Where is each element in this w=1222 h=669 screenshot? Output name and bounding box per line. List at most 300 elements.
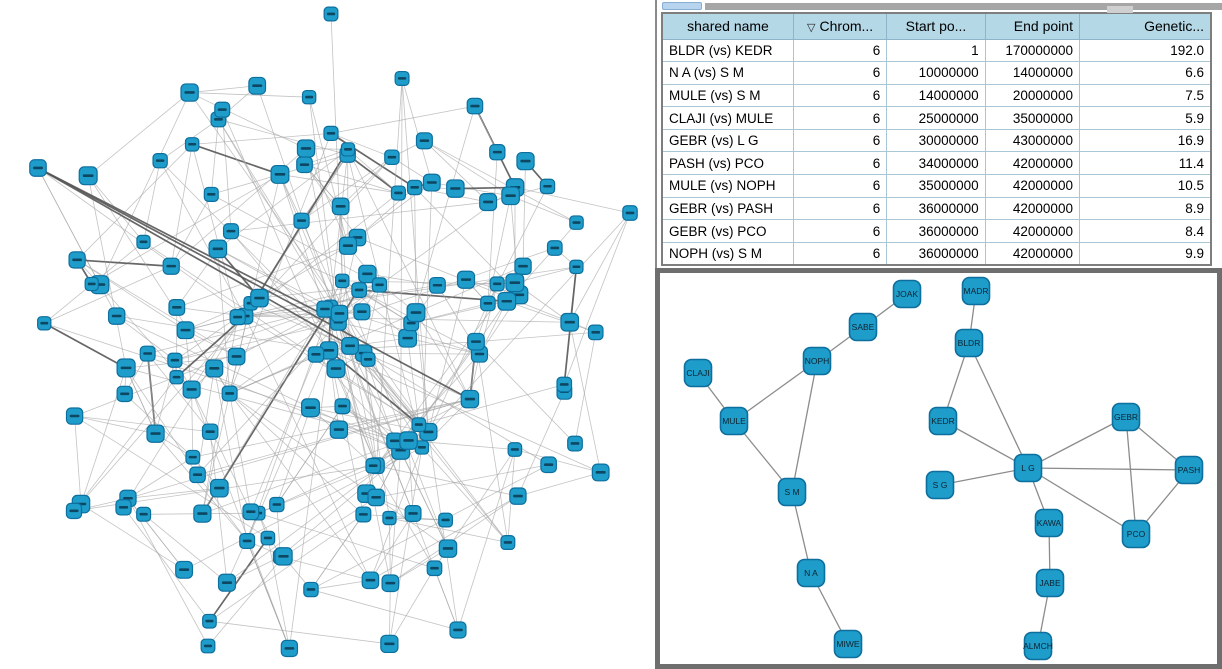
table-cell-end-point: 14000000 xyxy=(985,62,1079,85)
network-edge xyxy=(124,507,210,621)
network-node[interactable] xyxy=(481,296,495,310)
network-node[interactable] xyxy=(490,277,504,291)
node-label xyxy=(121,367,132,370)
network-node[interactable] xyxy=(400,432,417,449)
node-label xyxy=(205,620,213,623)
network-node[interactable] xyxy=(270,497,284,511)
node-label xyxy=(407,322,416,325)
network-node[interactable] xyxy=(391,186,405,200)
network-node-MULE[interactable] xyxy=(721,408,748,435)
network-node[interactable] xyxy=(362,572,378,588)
network-node[interactable] xyxy=(570,260,583,273)
node-label xyxy=(252,84,262,87)
table-cell-genetic: 10.5 xyxy=(1079,175,1211,198)
node-label xyxy=(430,567,439,570)
table-cell-shared-name: MULE (vs) S M xyxy=(662,84,793,107)
table-cell-end-point: 170000000 xyxy=(985,39,1079,62)
network-node[interactable] xyxy=(501,536,515,550)
network-edge xyxy=(511,196,577,223)
network-node[interactable] xyxy=(281,640,297,656)
filter-icon: ▽ xyxy=(807,22,816,35)
network-node[interactable] xyxy=(480,194,497,211)
network-node[interactable] xyxy=(327,360,345,378)
network-node[interactable] xyxy=(190,467,205,482)
network-node[interactable] xyxy=(186,450,200,464)
node-label xyxy=(443,547,453,550)
node-label xyxy=(336,205,346,208)
node-label xyxy=(188,143,196,146)
table-cell-start-position: 10000000 xyxy=(887,62,985,85)
node-label xyxy=(243,540,252,543)
node-label xyxy=(179,568,189,571)
network-node[interactable] xyxy=(335,399,350,414)
network-node[interactable] xyxy=(30,160,46,176)
network-node-PASH[interactable] xyxy=(1176,457,1203,484)
node-label xyxy=(484,302,493,305)
subnetwork-frame xyxy=(658,271,1220,667)
node-label xyxy=(112,315,122,318)
network-node[interactable] xyxy=(177,322,194,339)
network-node[interactable] xyxy=(330,421,347,438)
network-node[interactable] xyxy=(215,102,230,117)
table-cell-chromosome: 6 xyxy=(793,220,886,243)
node-label xyxy=(518,265,528,268)
network-node[interactable] xyxy=(203,614,217,628)
node-label xyxy=(246,510,255,513)
network-node[interactable] xyxy=(261,531,275,545)
network-edge xyxy=(209,514,363,621)
table-cell-end-point: 42000000 xyxy=(985,175,1079,198)
network-node-MADR[interactable] xyxy=(963,278,990,305)
network-node[interactable] xyxy=(383,512,396,525)
node-label xyxy=(119,506,128,509)
network-node[interactable] xyxy=(117,359,135,377)
network-node[interactable] xyxy=(249,77,266,94)
node-label xyxy=(140,241,148,244)
network-node[interactable] xyxy=(588,325,602,339)
node-label: JABE xyxy=(1039,578,1061,588)
network-node[interactable] xyxy=(416,133,432,149)
network-node[interactable] xyxy=(230,310,245,325)
table-cell-start-position: 34000000 xyxy=(887,152,985,175)
node-label xyxy=(233,316,242,319)
network-edge xyxy=(518,392,564,496)
network-node[interactable] xyxy=(439,540,456,557)
table-cell-shared-name: PASH (vs) PCO xyxy=(662,152,793,175)
table-cell-start-position: 36000000 xyxy=(887,220,985,243)
network-node[interactable] xyxy=(222,386,237,401)
network-node[interactable] xyxy=(352,283,367,298)
network-node[interactable] xyxy=(447,180,464,197)
scrollbar-track[interactable] xyxy=(705,3,1222,10)
node-label xyxy=(550,247,559,250)
network-node[interactable] xyxy=(324,126,338,140)
node-label xyxy=(209,367,219,370)
network-edge xyxy=(230,394,371,581)
network-node-JABE[interactable] xyxy=(1037,570,1064,597)
network-node[interactable] xyxy=(423,174,440,191)
network-node[interactable] xyxy=(271,166,289,184)
node-label xyxy=(171,359,179,362)
network-node[interactable] xyxy=(209,240,226,257)
node-label: NOPH xyxy=(804,356,830,366)
network-node[interactable] xyxy=(592,464,609,481)
network-node[interactable] xyxy=(557,377,572,392)
table-cell-start-position: 25000000 xyxy=(887,107,985,130)
network-node-CLAJI[interactable] xyxy=(685,360,712,387)
network-node[interactable] xyxy=(109,308,125,324)
network-node[interactable] xyxy=(116,500,131,515)
node-label: ALMCH xyxy=(1023,641,1053,651)
node-label xyxy=(345,344,355,347)
column-header-label: End point xyxy=(1013,18,1073,35)
network-edge xyxy=(190,93,310,98)
node-label xyxy=(285,647,295,650)
network-node[interactable] xyxy=(412,418,426,432)
node-label xyxy=(369,464,378,467)
node-label: BLDR xyxy=(957,338,981,348)
network-node[interactable] xyxy=(570,216,583,229)
node-label xyxy=(297,219,306,222)
table-row[interactable] xyxy=(662,62,1211,85)
node-label xyxy=(511,448,519,451)
node-label xyxy=(69,510,78,513)
node-label xyxy=(273,503,282,506)
network-node[interactable] xyxy=(342,338,359,355)
node-label xyxy=(189,456,197,459)
network-node-KEDR[interactable] xyxy=(930,408,957,435)
node-label xyxy=(402,337,413,340)
node-label xyxy=(493,151,502,154)
network-node-KAWA[interactable] xyxy=(1036,510,1063,537)
node-label xyxy=(320,308,330,311)
network-node[interactable] xyxy=(206,360,223,377)
network-node[interactable] xyxy=(517,153,534,170)
network-node-PCO[interactable] xyxy=(1123,521,1150,548)
node-label xyxy=(626,212,635,215)
node-label xyxy=(398,77,406,80)
network-edge xyxy=(211,174,280,194)
table-cell-end-point: 42000000 xyxy=(985,197,1079,220)
network-node[interactable] xyxy=(303,91,316,104)
network-node-L G[interactable] xyxy=(1015,455,1042,482)
network-node[interactable] xyxy=(467,98,482,113)
table-cell-chromosome: 6 xyxy=(793,129,886,152)
network-node[interactable] xyxy=(304,582,318,596)
table-row[interactable] xyxy=(662,152,1211,175)
table-row[interactable] xyxy=(662,84,1211,107)
column-header-end-point[interactable] xyxy=(985,13,1079,39)
network-node[interactable] xyxy=(324,7,338,21)
node-label xyxy=(572,265,580,268)
network-node[interactable] xyxy=(243,504,259,520)
network-node[interactable] xyxy=(498,293,516,311)
network-node-N A[interactable] xyxy=(798,560,825,587)
table-cell-start-position: 35000000 xyxy=(887,175,985,198)
network-node[interactable] xyxy=(361,352,375,366)
network-node[interactable] xyxy=(69,252,85,268)
network-node[interactable] xyxy=(382,575,399,592)
network-node[interactable] xyxy=(224,224,239,239)
network-node[interactable] xyxy=(408,180,422,194)
node-label xyxy=(88,283,96,286)
network-edge xyxy=(75,416,211,432)
network-node[interactable] xyxy=(275,548,292,565)
network-node[interactable] xyxy=(458,271,475,288)
network-edge xyxy=(128,498,184,569)
node-label xyxy=(388,156,397,159)
subnetwork-canvas[interactable] xyxy=(655,268,1222,669)
network-node[interactable] xyxy=(140,346,155,361)
node-label xyxy=(214,487,225,490)
table-cell-end-point: 43000000 xyxy=(985,129,1079,152)
node-label xyxy=(410,186,419,189)
table-row[interactable] xyxy=(662,242,1211,265)
network-node[interactable] xyxy=(183,381,200,398)
node-label xyxy=(214,118,223,121)
table-row[interactable] xyxy=(662,197,1211,220)
network-node-GEBR[interactable] xyxy=(1113,404,1140,431)
scrollbar-track-segment xyxy=(1107,6,1133,13)
network-node[interactable] xyxy=(399,329,417,347)
network-node-S M[interactable] xyxy=(779,479,806,506)
node-label: CLAJI xyxy=(686,368,710,378)
network-node[interactable] xyxy=(430,278,446,294)
node-label xyxy=(207,193,215,196)
table-cell-genetic: 7.5 xyxy=(1079,84,1211,107)
node-label xyxy=(275,173,286,176)
network-edge xyxy=(518,472,601,496)
node-label: MULE xyxy=(722,416,746,426)
network-edge xyxy=(75,416,81,504)
node-label xyxy=(227,230,236,233)
column-header-label: Genetic... xyxy=(1144,18,1204,35)
node-label xyxy=(394,192,402,195)
network-node[interactable] xyxy=(294,213,309,228)
network-node[interactable] xyxy=(515,258,531,274)
network-edge xyxy=(100,93,190,285)
column-header-chromosome[interactable] xyxy=(793,13,886,39)
network-node[interactable] xyxy=(561,313,579,331)
network-node[interactable] xyxy=(461,390,478,407)
network-node[interactable] xyxy=(368,489,384,505)
network-node[interactable] xyxy=(405,506,421,522)
network-edge xyxy=(507,301,596,332)
network-node[interactable] xyxy=(339,237,356,254)
node-label xyxy=(465,398,475,401)
node-label xyxy=(364,358,372,361)
network-node-S G[interactable] xyxy=(927,472,954,499)
network-node-JOAK[interactable] xyxy=(894,281,921,308)
node-label xyxy=(150,432,160,435)
node-label: JOAK xyxy=(895,289,919,299)
network-node[interactable] xyxy=(137,507,151,521)
node-label xyxy=(123,497,133,500)
network-edge xyxy=(218,119,421,447)
network-node[interactable] xyxy=(85,277,98,290)
network-node[interactable] xyxy=(308,347,323,362)
network-node[interactable] xyxy=(395,72,409,86)
subnetwork-panel[interactable] xyxy=(655,268,1222,669)
network-node[interactable] xyxy=(204,187,218,201)
node-label xyxy=(386,517,394,520)
network-node-ALMCH[interactable] xyxy=(1023,633,1053,660)
table-cell-start-position: 36000000 xyxy=(887,242,985,265)
node-label xyxy=(505,194,515,197)
network-edge xyxy=(277,408,311,505)
table-cell-start-position: 14000000 xyxy=(887,84,985,107)
network-node[interactable] xyxy=(163,258,179,274)
network-node[interactable] xyxy=(38,317,51,330)
network-node[interactable] xyxy=(568,436,583,451)
network-node[interactable] xyxy=(468,333,485,350)
node-label xyxy=(139,513,147,516)
network-node[interactable] xyxy=(381,635,398,652)
table-cell-chromosome: 6 xyxy=(793,242,886,265)
network-node[interactable] xyxy=(510,488,526,504)
network-node[interactable] xyxy=(547,241,562,256)
network-node-SABE[interactable] xyxy=(850,314,877,341)
network-node[interactable] xyxy=(385,150,399,164)
network-node[interactable] xyxy=(202,424,217,439)
network-node[interactable] xyxy=(181,84,198,101)
node-label xyxy=(184,91,194,94)
node-label xyxy=(305,96,313,99)
node-label xyxy=(572,221,580,224)
table-row[interactable] xyxy=(662,107,1211,130)
node-label xyxy=(544,463,553,466)
node-label xyxy=(33,167,43,170)
node-label xyxy=(70,415,80,418)
network-edge xyxy=(277,406,343,504)
network-edge xyxy=(476,332,596,341)
network-node[interactable] xyxy=(317,301,333,317)
node-label xyxy=(483,201,493,204)
network-node[interactable] xyxy=(502,187,519,204)
network-node[interactable] xyxy=(176,561,193,578)
horizontal-scrollbar[interactable] xyxy=(657,0,1222,12)
network-node[interactable] xyxy=(356,507,371,522)
network-edge xyxy=(192,390,193,458)
node-label xyxy=(344,148,352,151)
network-node[interactable] xyxy=(186,138,199,151)
network-edge xyxy=(389,518,390,583)
scrollbar-thumb[interactable] xyxy=(662,2,702,10)
network-node[interactable] xyxy=(336,274,349,287)
network-node[interactable] xyxy=(251,289,268,306)
column-header-genetic[interactable] xyxy=(1079,13,1211,39)
table-row[interactable] xyxy=(662,129,1211,152)
table-cell-genetic: 192.0 xyxy=(1079,39,1211,62)
network-edge xyxy=(358,187,415,237)
network-node[interactable] xyxy=(506,274,524,292)
network-node[interactable] xyxy=(297,140,314,157)
network-node[interactable] xyxy=(508,443,521,456)
table-cell-genetic: 11.4 xyxy=(1079,152,1211,175)
network-node-BLDR[interactable] xyxy=(956,330,983,357)
network-node[interactable] xyxy=(168,353,182,367)
network-node[interactable] xyxy=(219,574,236,591)
node-label xyxy=(173,376,181,379)
node-label xyxy=(311,353,320,356)
node-label xyxy=(264,537,272,540)
table-cell-chromosome: 6 xyxy=(793,84,886,107)
network-node[interactable] xyxy=(302,399,320,417)
node-label xyxy=(232,355,242,358)
table-row[interactable] xyxy=(662,175,1211,198)
network-node[interactable] xyxy=(170,371,183,384)
node-label xyxy=(83,174,94,177)
network-node[interactable] xyxy=(450,622,466,638)
network-node[interactable] xyxy=(153,154,167,168)
node-label xyxy=(471,340,481,343)
network-node[interactable] xyxy=(147,425,164,442)
column-header-start-position[interactable] xyxy=(887,13,985,39)
network-node[interactable] xyxy=(332,198,349,215)
network-node[interactable] xyxy=(211,479,229,497)
network-node[interactable] xyxy=(439,513,453,527)
network-node[interactable] xyxy=(372,278,386,292)
table-row[interactable] xyxy=(662,39,1211,62)
network-node[interactable] xyxy=(117,386,132,401)
network-node[interactable] xyxy=(169,300,185,316)
network-node[interactable] xyxy=(366,459,380,473)
node-label xyxy=(385,582,395,585)
network-node[interactable] xyxy=(240,534,255,549)
column-header-shared-name[interactable] xyxy=(662,13,793,39)
node-label xyxy=(362,273,372,276)
network-node[interactable] xyxy=(354,304,370,320)
node-label xyxy=(222,581,232,584)
table-row[interactable] xyxy=(662,220,1211,243)
network-node[interactable] xyxy=(297,157,313,173)
network-node[interactable] xyxy=(407,304,425,322)
network-node[interactable] xyxy=(66,408,82,424)
network-node[interactable] xyxy=(540,179,554,193)
node-label xyxy=(305,406,316,409)
network-node[interactable] xyxy=(623,206,637,220)
table-cell-chromosome: 6 xyxy=(793,62,886,85)
network-node-NOPH[interactable] xyxy=(804,348,831,375)
edge-attribute-table xyxy=(661,12,1212,266)
table-cell-genetic: 16.9 xyxy=(1079,129,1211,152)
network-node[interactable] xyxy=(541,457,556,472)
network-node-MIWE[interactable] xyxy=(835,631,862,658)
network-node[interactable] xyxy=(341,143,354,156)
node-label xyxy=(156,159,165,162)
node-label xyxy=(301,147,311,150)
node-label xyxy=(327,132,335,135)
node-label xyxy=(433,284,442,287)
node-label xyxy=(120,392,129,395)
node-label xyxy=(193,473,202,476)
column-header-label: Chrom... xyxy=(819,18,874,35)
network-node[interactable] xyxy=(490,145,505,160)
table-cell-genetic: 9.9 xyxy=(1079,242,1211,265)
network-node[interactable] xyxy=(66,503,81,518)
network-node[interactable] xyxy=(79,167,97,185)
node-label xyxy=(371,496,381,499)
network-node[interactable] xyxy=(137,235,150,248)
network-node[interactable] xyxy=(228,348,245,365)
node-label xyxy=(427,181,437,184)
network-node[interactable] xyxy=(331,305,347,321)
network-node[interactable] xyxy=(201,639,215,653)
node-label: PASH xyxy=(1177,465,1201,475)
network-node[interactable] xyxy=(194,505,211,522)
node-label xyxy=(420,139,430,142)
network-node[interactable] xyxy=(427,561,442,576)
